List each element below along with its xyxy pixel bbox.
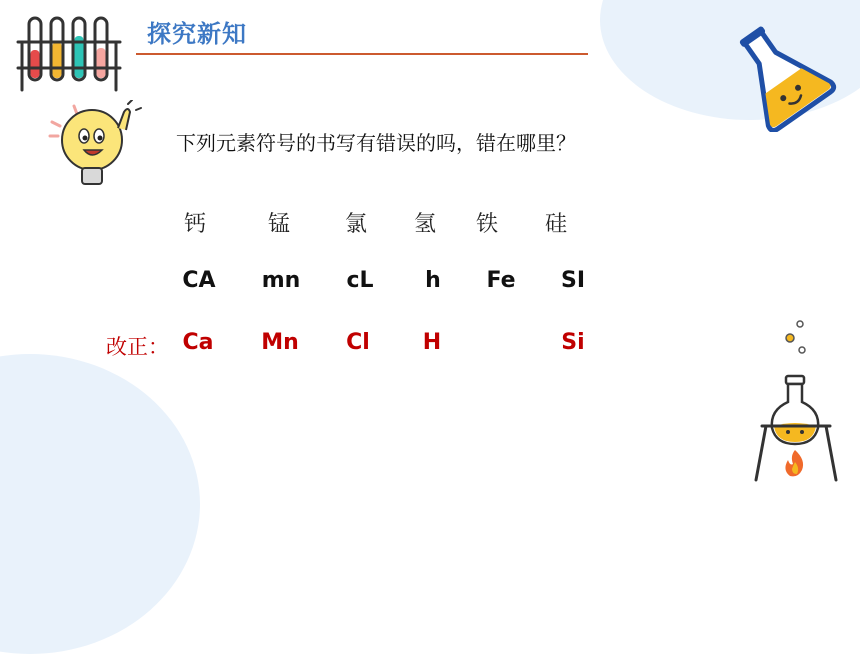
element-name-silicon: 硅 [544, 212, 567, 237]
correction-chlorine: Cl [346, 330, 370, 355]
background-blob-bottom-left [0, 354, 200, 654]
element-name-hydrogen: 氢 [413, 212, 436, 237]
title-divider [136, 53, 588, 55]
element-name-calcium: 钙 [183, 212, 206, 237]
correction-silicon: Si [561, 330, 585, 355]
correction-label: 改正： [106, 335, 169, 359]
flask-burner-icon [748, 318, 844, 482]
page-title: 探究新知 [147, 20, 247, 48]
symbol-hydrogen: h [425, 268, 441, 293]
symbol-chlorine: cL [346, 268, 374, 293]
element-name-iron: 铁 [475, 212, 498, 237]
element-name-manganese: 锰 [267, 212, 290, 237]
symbol-iron: Fe [486, 268, 516, 293]
test-tube-rack-icon [14, 12, 126, 94]
symbol-manganese: mn [261, 268, 301, 293]
question-text: 下列元素符号的书写有错误的吗，错在哪里？ [176, 131, 576, 155]
symbol-calcium: CA [182, 268, 216, 293]
lightbulb-mascot-icon [44, 100, 144, 192]
correction-calcium: Ca [182, 330, 214, 355]
element-name-chlorine: 氯 [344, 212, 367, 237]
symbol-silicon: SI [560, 268, 586, 293]
correction-manganese: Mn [261, 330, 299, 355]
flask-mascot-icon [722, 20, 838, 132]
correction-hydrogen: H [422, 330, 442, 355]
